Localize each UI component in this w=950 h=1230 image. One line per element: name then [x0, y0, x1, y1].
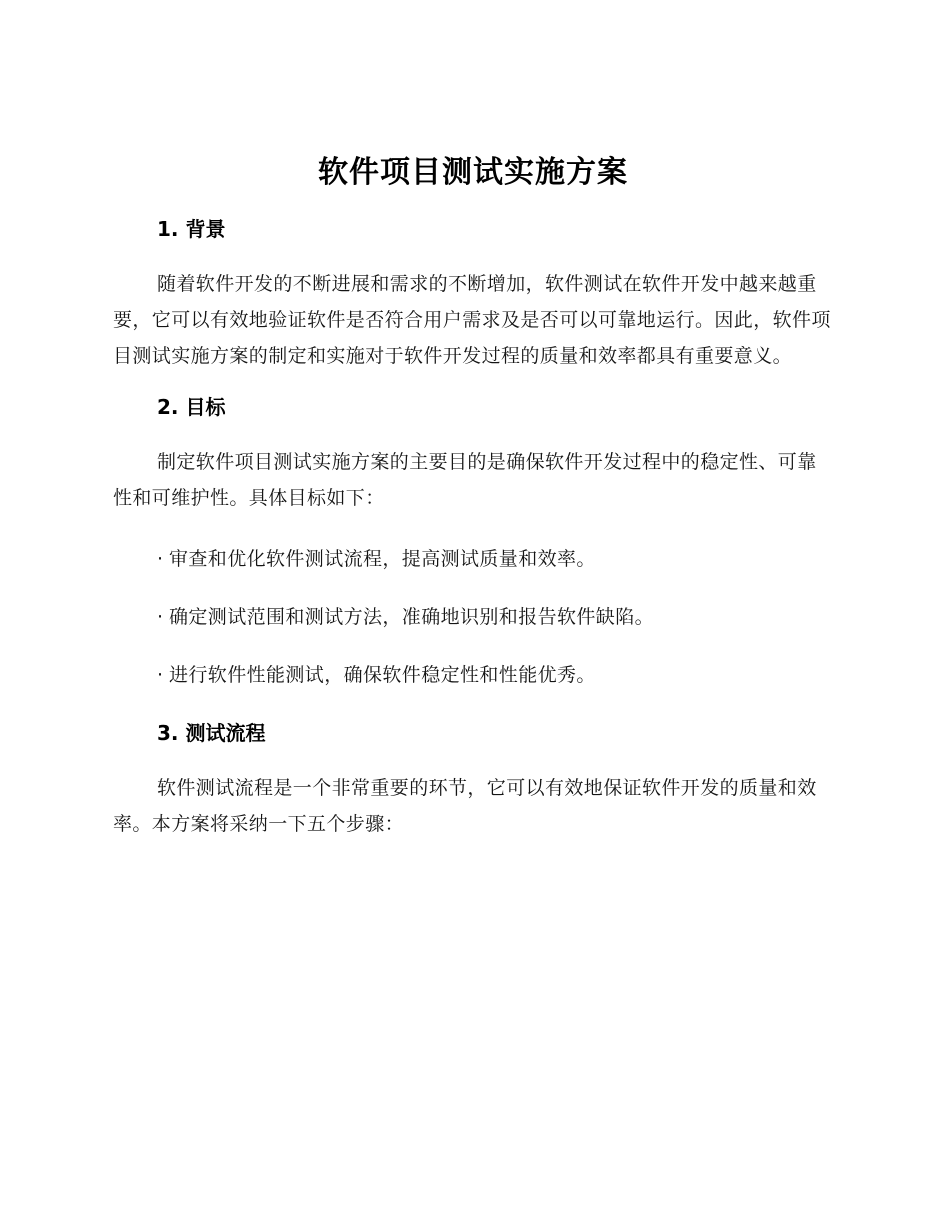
section-paragraph-test-process: 软件测试流程是一个非常重要的环节，它可以有效地保证软件开发的质量和效率。本方案将采纳一下五个步骤：	[113, 777, 817, 835]
bullet-text: 确定测试范围和测试方法，准确地识别和报告软件缺陷。	[169, 606, 655, 628]
bullet-text: 进行软件性能测试，确保软件稳定性和性能优秀。	[169, 664, 596, 686]
goals-bullet-list	[113, 544, 833, 690]
spacer	[113, 516, 833, 544]
document-content	[113, 150, 833, 842]
list-item	[113, 544, 833, 574]
bullet-icon: ·	[157, 606, 164, 628]
bullet-text: 审查和优化软件测试流程，提高测试质量和效率。	[169, 548, 596, 570]
spacer	[113, 690, 833, 718]
spacer	[113, 374, 833, 392]
spacer	[113, 748, 833, 770]
section-heading-test-process: 3. 测试流程	[157, 721, 266, 745]
list-item	[113, 660, 833, 690]
section-paragraph-goals: 制定软件项目测试实施方案的主要目的是确保软件开发过程中的稳定性、可靠性和可维护性。具体目标如下：	[113, 451, 817, 509]
document-title: 软件项目测试实施方案	[318, 155, 628, 190]
bullet-icon: ·	[157, 548, 164, 570]
spacer	[113, 574, 833, 602]
spacer	[113, 422, 833, 444]
list-item	[113, 602, 833, 632]
spacer	[113, 632, 833, 660]
bullet-icon: ·	[157, 664, 164, 686]
section-paragraph-background: 随着软件开发的不断进展和需求的不断增加，软件测试在软件开发中越来越重要，它可以有效地验证软件是否符合用户需求及是否可以可靠地运行。因此，软件项目测试实施方案的制定和实施对于软件开发过程的质量和效率都具有重要意义。	[113, 273, 831, 367]
section-heading-goals: 2. 目标	[157, 395, 226, 419]
section-heading-background: 1. 背景	[157, 217, 226, 241]
spacer	[113, 244, 833, 266]
